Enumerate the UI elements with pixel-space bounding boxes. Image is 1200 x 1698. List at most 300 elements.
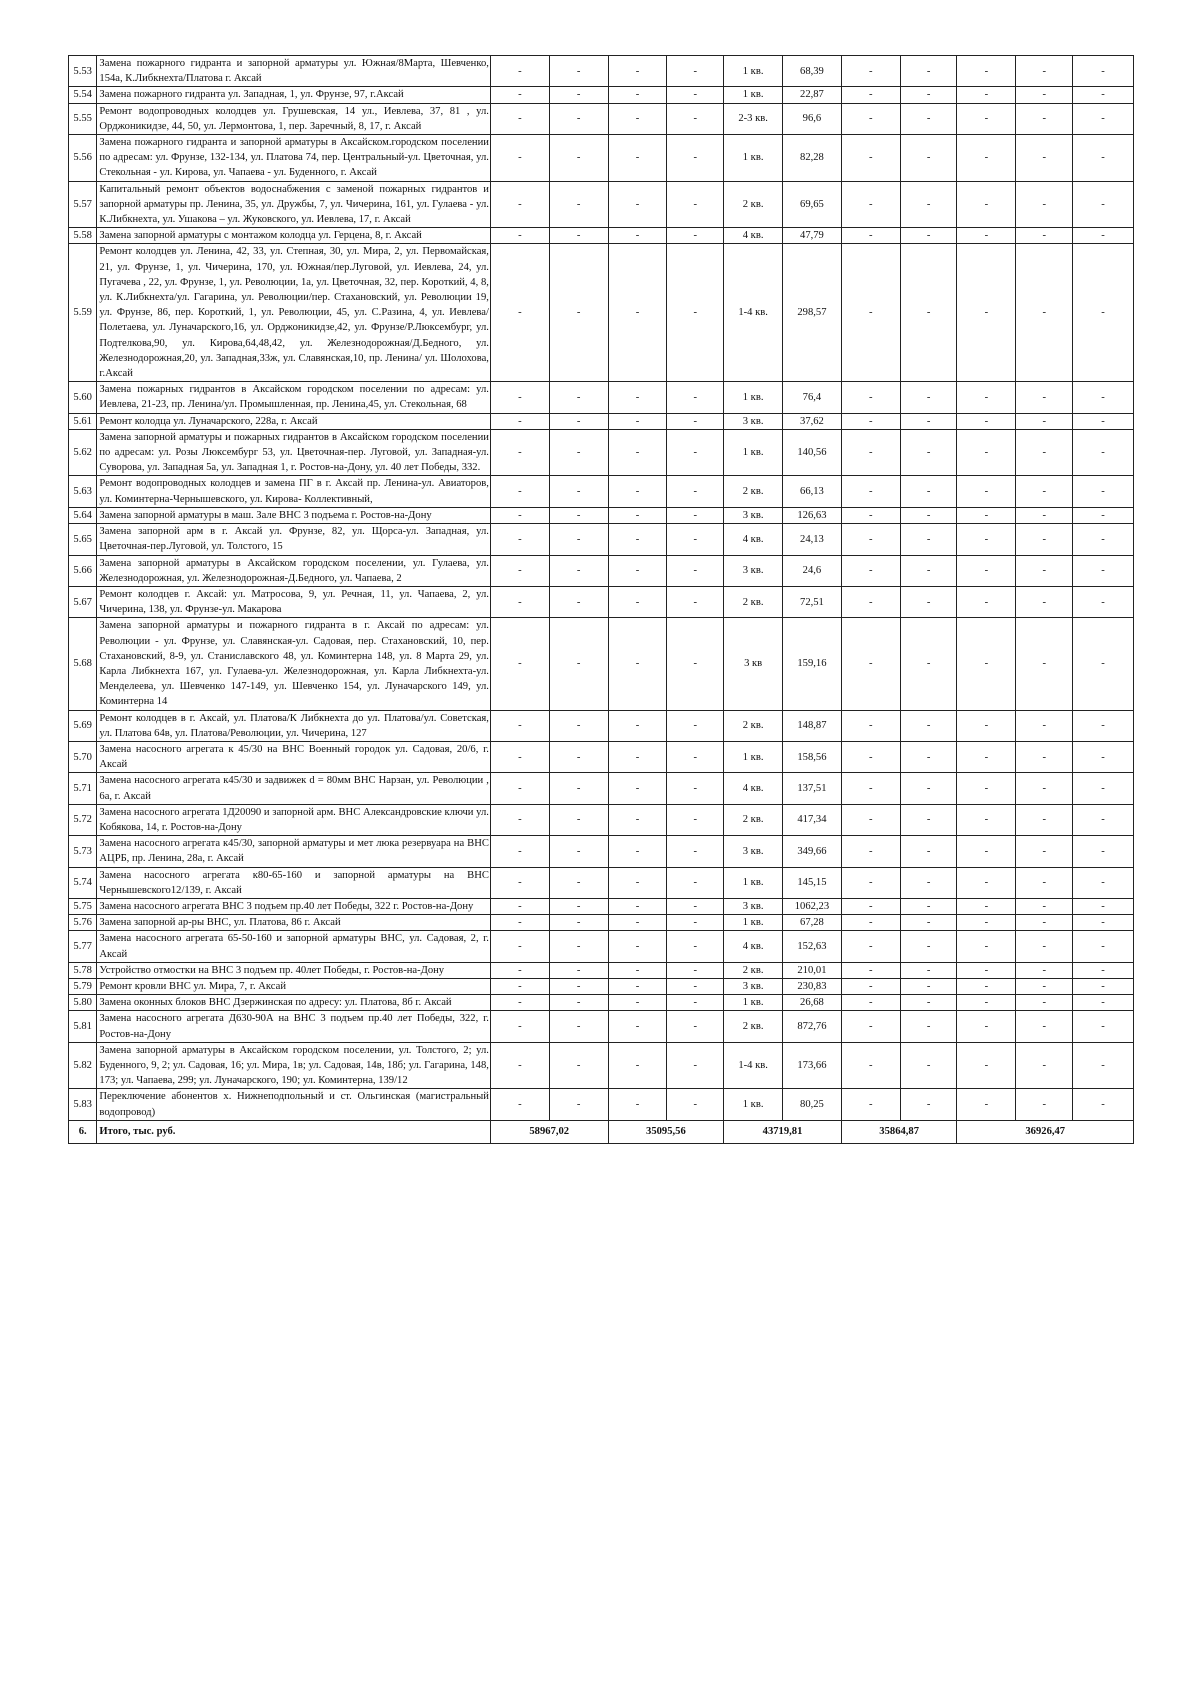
plan-cell: - [490,710,549,741]
row-description: Капитальный ремонт объектов водоснабжения с заменой пожарных гидрантов и запорной арматуры пр. Ленина, 35, ул. Дружбы, 7, ул. Чичерина, 161, ул. Гулаева - ул. К.Либкнехта, ул. Ушакова – ул. Жуковского, ул. Иевлева, 17, г. Аксай [97,181,491,228]
row-period: 2 кв. [724,804,783,835]
plan-cell: - [490,135,549,182]
table-row [69,413,1134,429]
plan-cell: - [667,244,724,382]
plan-cell: - [608,586,667,617]
plan-cell: - [490,181,549,228]
plan-cell: - [667,228,724,244]
plan-cell: - [957,773,1016,804]
row-number: 5.66 [69,555,97,586]
plan-cell: - [900,244,957,382]
row-amount: 72,51 [783,586,842,617]
row-period: 3 кв. [724,978,783,994]
plan-cell: - [667,710,724,741]
plan-cell: - [549,836,608,867]
plan-cell: - [667,741,724,772]
plan-cell: - [1016,586,1073,617]
plan-cell: - [1073,995,1134,1011]
plan-cell: - [1016,382,1073,413]
total-value-5: 36926,47 [957,1120,1134,1143]
row-period: 3 кв. [724,507,783,523]
table-row [69,867,1134,898]
plan-cell: - [1016,915,1073,931]
plan-cell: - [1073,228,1134,244]
plan-cell: - [1016,228,1073,244]
plan-cell: - [608,87,667,103]
table-row [69,244,1134,382]
plan-cell: - [900,867,957,898]
plan-cell: - [608,135,667,182]
plan-cell: - [1073,978,1134,994]
plan-cell: - [667,915,724,931]
total-value-4: 35864,87 [841,1120,957,1143]
plan-cell: - [957,962,1016,978]
plan-cell: - [900,382,957,413]
plan-cell: - [667,1042,724,1089]
row-period: 1 кв. [724,56,783,87]
table-row [69,995,1134,1011]
plan-cell: - [1073,181,1134,228]
plan-cell: - [957,244,1016,382]
plan-cell: - [549,429,608,476]
plan-cell: - [549,413,608,429]
plan-cell: - [549,1089,608,1120]
plan-cell: - [841,931,900,962]
row-number: 5.71 [69,773,97,804]
plan-cell: - [608,555,667,586]
plan-cell: - [490,228,549,244]
plan-cell: - [490,931,549,962]
plan-cell: - [957,915,1016,931]
plan-cell: - [549,244,608,382]
row-description: Замена запорной арматуры и пожарного гидранта в г. Аксай по адресам: ул. Революции - ул. Фрунзе, ул. Славянская-ул. Садовая, пер. Стахановский, 10, пер. Стахановский, 8-9, ул. Станиславского 48, ул. Коминтерна 148, ул. 8 Марта 29, ул. Карла Либкнехта 167, ул. Гулаева-ул. Железнодорожная, ул. Карла Либкнехта-ул. Менделеева, ул. Шевченко 147-149, ул. Шевченко 154, ул. Луначарского 149, ул. Коминтерна 14 [97,618,491,710]
row-period: 1 кв. [724,1089,783,1120]
plan-cell: - [1073,915,1134,931]
plan-cell: - [900,555,957,586]
plan-cell: - [667,56,724,87]
plan-cell: - [608,962,667,978]
plan-cell: - [667,524,724,555]
plan-cell: - [608,915,667,931]
row-number: 5.59 [69,244,97,382]
plan-cell: - [1073,741,1134,772]
plan-cell: - [490,618,549,710]
plan-cell: - [841,476,900,507]
plan-cell: - [957,507,1016,523]
plan-cell: - [549,586,608,617]
plan-cell: - [957,995,1016,1011]
row-period: 1-4 кв. [724,244,783,382]
plan-cell: - [900,103,957,134]
table-row [69,1089,1134,1120]
plan-cell: - [667,1089,724,1120]
row-period: 1-4 кв. [724,1042,783,1089]
row-description: Ремонт колодцев г. Аксай: ул. Матросова, 9, ул. Речная, 11, ул. Чапаева, 2, ул. Чичерина, 138, ул. Фрунзе-ул. Макарова [97,586,491,617]
row-amount: 96,6 [783,103,842,134]
plan-cell: - [957,741,1016,772]
row-amount: 26,68 [783,995,842,1011]
plan-cell: - [900,995,957,1011]
plan-cell: - [608,228,667,244]
plan-cell: - [1073,524,1134,555]
plan-cell: - [549,995,608,1011]
row-description: Замена насосного агрегата к45/30, запорной арматуры и мет люка резервуара на ВНС АЦРБ, пр. Ленина, 28а, г. Аксай [97,836,491,867]
row-description: Ремонт колодца ул. Луначарского, 228а, г. Аксай [97,413,491,429]
table-row [69,181,1134,228]
plan-cell: - [841,962,900,978]
row-description: Замена насосного агрегата 1Д20090 и запорной арм. ВНС Александровские ключи ул. Кобякова, 14, г. Ростов-на-Дону [97,804,491,835]
plan-cell: - [900,413,957,429]
plan-cell: - [841,507,900,523]
plan-cell: - [490,429,549,476]
row-amount: 24,13 [783,524,842,555]
plan-cell: - [1073,773,1134,804]
row-description: Замена насосного агрегата к80-65-160 и запорной арматуры на ВНС Чернышевского12/139, г. Аксай [97,867,491,898]
plan-cell: - [549,181,608,228]
plan-cell: - [841,804,900,835]
plan-cell: - [667,382,724,413]
plan-cell: - [667,507,724,523]
plan-cell: - [608,413,667,429]
plan-cell: - [667,555,724,586]
plan-cell: - [1016,413,1073,429]
row-description: Замена насосного агрегата Д630-90А на ВНС 3 подъем пр.40 лет Победы, 322, г. Ростов-на-Дону [97,1011,491,1042]
plan-cell: - [549,1042,608,1089]
plan-cell: - [900,804,957,835]
plan-cell: - [957,135,1016,182]
plan-cell: - [900,898,957,914]
row-period: 1 кв. [724,741,783,772]
plan-cell: - [841,586,900,617]
table-row [69,962,1134,978]
plan-cell: - [549,382,608,413]
row-amount: 158,56 [783,741,842,772]
plan-cell: - [1073,56,1134,87]
plan-cell: - [957,429,1016,476]
plan-cell: - [1073,586,1134,617]
plan-cell: - [608,995,667,1011]
plan-cell: - [957,1089,1016,1120]
plan-cell: - [841,382,900,413]
row-amount: 47,79 [783,228,842,244]
plan-cell: - [549,618,608,710]
plan-cell: - [841,773,900,804]
plan-cell: - [1073,507,1134,523]
row-description: Замена пожарных гидрантов в Аксайском городском поселении по адресам: ул. Иевлева, 21-23, пр. Ленина/ул. Промышленная, пр. Ленина,45, ул. Стекольная, 68 [97,382,491,413]
plan-cell: - [490,741,549,772]
plan-cell: - [549,962,608,978]
row-description: Замена пожарного гидранта и запорной арматуры ул. Южная/8Марта, Шевченко, 154а, К.Либкнехта/Платова г. Аксай [97,56,491,87]
plan-cell: - [900,962,957,978]
plan-cell: - [957,867,1016,898]
row-period: 1 кв. [724,87,783,103]
plan-cell: - [608,898,667,914]
row-period: 3 кв [724,618,783,710]
table-row [69,773,1134,804]
row-amount: 66,13 [783,476,842,507]
row-number: 5.56 [69,135,97,182]
plan-cell: - [1073,382,1134,413]
plan-cell: - [957,898,1016,914]
plan-cell: - [841,867,900,898]
plan-cell: - [490,1042,549,1089]
row-period: 4 кв. [724,524,783,555]
plan-cell: - [1016,244,1073,382]
plan-cell: - [957,804,1016,835]
plan-cell: - [957,56,1016,87]
row-amount: 152,63 [783,931,842,962]
plan-cell: - [608,244,667,382]
plan-cell: - [900,476,957,507]
plan-cell: - [608,181,667,228]
plan-cell: - [1016,181,1073,228]
row-description: Замена запорной ар-ры ВНС, ул. Платова, 86 г. Аксай [97,915,491,931]
plan-cell: - [490,898,549,914]
row-description: Замена насосного агрегата к 45/30 на ВНС Военный городок ул. Садовая, 20/6, г. Аксай [97,741,491,772]
row-description: Замена запорной арм в г. Аксай ул. Фрунзе, 82, ул. Щорса-ул. Западная, ул. Цветочная-пер.Луговой, ул. Толстого, 15 [97,524,491,555]
plan-cell: - [1016,962,1073,978]
plan-cell: - [608,476,667,507]
plan-cell: - [549,898,608,914]
row-period: 2 кв. [724,1011,783,1042]
row-number: 5.53 [69,56,97,87]
plan-cell: - [957,555,1016,586]
total-value-3: 43719,81 [724,1120,842,1143]
row-period: 4 кв. [724,228,783,244]
plan-cell: - [667,962,724,978]
plan-cell: - [667,898,724,914]
total-row [69,1120,1134,1143]
plan-cell: - [490,524,549,555]
row-period: 1 кв. [724,429,783,476]
plan-cell: - [900,181,957,228]
row-number: 5.72 [69,804,97,835]
row-period: 2 кв. [724,586,783,617]
plan-cell: - [1073,867,1134,898]
plan-cell: - [900,915,957,931]
plan-cell: - [667,87,724,103]
plan-cell: - [1016,135,1073,182]
plan-cell: - [1073,103,1134,134]
plan-cell: - [608,931,667,962]
row-amount: 159,16 [783,618,842,710]
plan-cell: - [549,87,608,103]
plan-cell: - [957,618,1016,710]
table-row [69,87,1134,103]
plan-cell: - [841,898,900,914]
plan-cell: - [957,228,1016,244]
plan-cell: - [1016,618,1073,710]
plan-cell: - [900,618,957,710]
row-description: Замена пожарного гидранта ул. Западная, 1, ул. Фрунзе, 97, г.Аксай [97,87,491,103]
row-number: 5.70 [69,741,97,772]
plan-cell: - [608,867,667,898]
plan-cell: - [957,710,1016,741]
plan-cell: - [1073,618,1134,710]
plan-cell: - [841,836,900,867]
row-period: 2-3 кв. [724,103,783,134]
plan-cell: - [900,586,957,617]
plan-cell: - [490,244,549,382]
plan-cell: - [549,524,608,555]
plan-cell: - [1016,867,1073,898]
total-number: 6. [69,1120,97,1143]
plan-cell: - [841,87,900,103]
plan-cell: - [900,710,957,741]
plan-cell: - [549,773,608,804]
row-description: Замена насосного агрегата к45/30 и задвижек d = 80мм ВНС Нарзан, ул. Революции , 6а, г. Аксай [97,773,491,804]
plan-cell: - [490,382,549,413]
table-body [69,56,1134,1144]
plan-cell: - [957,524,1016,555]
plan-cell: - [1016,978,1073,994]
plan-cell: - [608,978,667,994]
row-number: 5.74 [69,867,97,898]
plan-cell: - [1073,710,1134,741]
row-number: 5.78 [69,962,97,978]
plan-cell: - [1016,429,1073,476]
row-number: 5.83 [69,1089,97,1120]
row-description: Замена запорной арматуры и пожарных гидрантов в Аксайском городском поселении по адресам: ул. Розы Люксембург 53, ул. Цветочная-пер. Луговой, ул. Западная-ул. Суворова, ул. Западная 5а, ул. Западная 1, г. Ростов-на-Дону, ул. 40 лет Победы, 332. [97,429,491,476]
table-row [69,898,1134,914]
plan-cell: - [841,56,900,87]
plan-cell: - [549,103,608,134]
plan-cell: - [490,103,549,134]
plan-cell: - [549,56,608,87]
table-row [69,978,1134,994]
row-number: 5.76 [69,915,97,931]
plan-cell: - [957,103,1016,134]
row-description: Замена запорной арматуры с монтажом колодца ул. Герцена, 8, г. Аксай [97,228,491,244]
plan-cell: - [1073,1089,1134,1120]
row-description: Ремонт колодцев в г. Аксай, ул. Платова/К Либкнехта до ул. Платова/ул. Советская, ул. Платова 64в, ул. Платова/Революции, ул. Чичерина, 127 [97,710,491,741]
row-amount: 67,28 [783,915,842,931]
plan-cell: - [957,978,1016,994]
plan-cell: - [841,555,900,586]
row-period: 2 кв. [724,476,783,507]
plan-cell: - [490,804,549,835]
row-number: 5.58 [69,228,97,244]
plan-cell: - [608,1042,667,1089]
plan-cell: - [841,995,900,1011]
plan-cell: - [549,915,608,931]
plan-cell: - [841,181,900,228]
plan-cell: - [1073,804,1134,835]
total-value-2: 35095,56 [608,1120,724,1143]
plan-cell: - [608,1089,667,1120]
row-amount: 298,57 [783,244,842,382]
plan-cell: - [549,978,608,994]
plan-cell: - [667,476,724,507]
row-amount: 417,34 [783,804,842,835]
row-description: Устройство отмостки на ВНС 3 подъем пр. 40лет Победы, г. Ростов-на-Дону [97,962,491,978]
plan-cell: - [1016,1089,1073,1120]
plan-cell: - [549,741,608,772]
row-period: 1 кв. [724,382,783,413]
table-row [69,931,1134,962]
row-amount: 68,39 [783,56,842,87]
plan-cell: - [549,476,608,507]
row-description: Ремонт кровли ВНС ул. Мира, 7, г. Аксай [97,978,491,994]
table-row [69,836,1134,867]
row-description: Замена оконных блоков ВНС Дзержинская по адресу: ул. Платова, 8б г. Аксай [97,995,491,1011]
row-amount: 349,66 [783,836,842,867]
row-period: 2 кв. [724,962,783,978]
plan-cell: - [608,618,667,710]
table-row [69,586,1134,617]
plan-cell: - [490,56,549,87]
plan-cell: - [900,87,957,103]
row-period: 2 кв. [724,710,783,741]
plan-cell: - [1073,1042,1134,1089]
plan-cell: - [841,978,900,994]
plan-cell: - [490,87,549,103]
plan-cell: - [957,586,1016,617]
row-number: 5.60 [69,382,97,413]
row-number: 5.55 [69,103,97,134]
plan-cell: - [900,1089,957,1120]
plan-cell: - [900,836,957,867]
row-period: 4 кв. [724,931,783,962]
row-number: 5.82 [69,1042,97,1089]
plan-cell: - [841,1042,900,1089]
plan-cell: - [1016,56,1073,87]
plan-cell: - [900,1011,957,1042]
plan-cell: - [1016,1042,1073,1089]
table-row [69,56,1134,87]
plan-cell: - [1073,898,1134,914]
plan-cell: - [1073,413,1134,429]
row-amount: 82,28 [783,135,842,182]
plan-cell: - [1016,555,1073,586]
plan-cell: - [608,836,667,867]
plan-cell: - [900,228,957,244]
table-row [69,507,1134,523]
row-number: 5.80 [69,995,97,1011]
table-row [69,382,1134,413]
plan-cell: - [841,1089,900,1120]
row-number: 5.73 [69,836,97,867]
plan-cell: - [957,1042,1016,1089]
plan-cell: - [900,773,957,804]
plan-cell: - [957,382,1016,413]
row-period: 3 кв. [724,898,783,914]
row-amount: 230,83 [783,978,842,994]
row-number: 5.75 [69,898,97,914]
plan-cell: - [900,429,957,476]
plan-cell: - [841,413,900,429]
plan-cell: - [608,429,667,476]
plan-cell: - [1073,1011,1134,1042]
plan-cell: - [490,962,549,978]
plan-cell: - [667,931,724,962]
plan-cell: - [1073,87,1134,103]
plan-cell: - [957,476,1016,507]
plan-cell: - [549,1011,608,1042]
row-number: 5.54 [69,87,97,103]
plan-cell: - [667,995,724,1011]
plan-cell: - [667,804,724,835]
works-table [68,55,1134,1144]
plan-cell: - [667,867,724,898]
row-number: 5.77 [69,931,97,962]
plan-cell: - [490,586,549,617]
plan-cell: - [1016,524,1073,555]
plan-cell: - [841,618,900,710]
row-amount: 145,15 [783,867,842,898]
plan-cell: - [900,741,957,772]
plan-cell: - [667,181,724,228]
